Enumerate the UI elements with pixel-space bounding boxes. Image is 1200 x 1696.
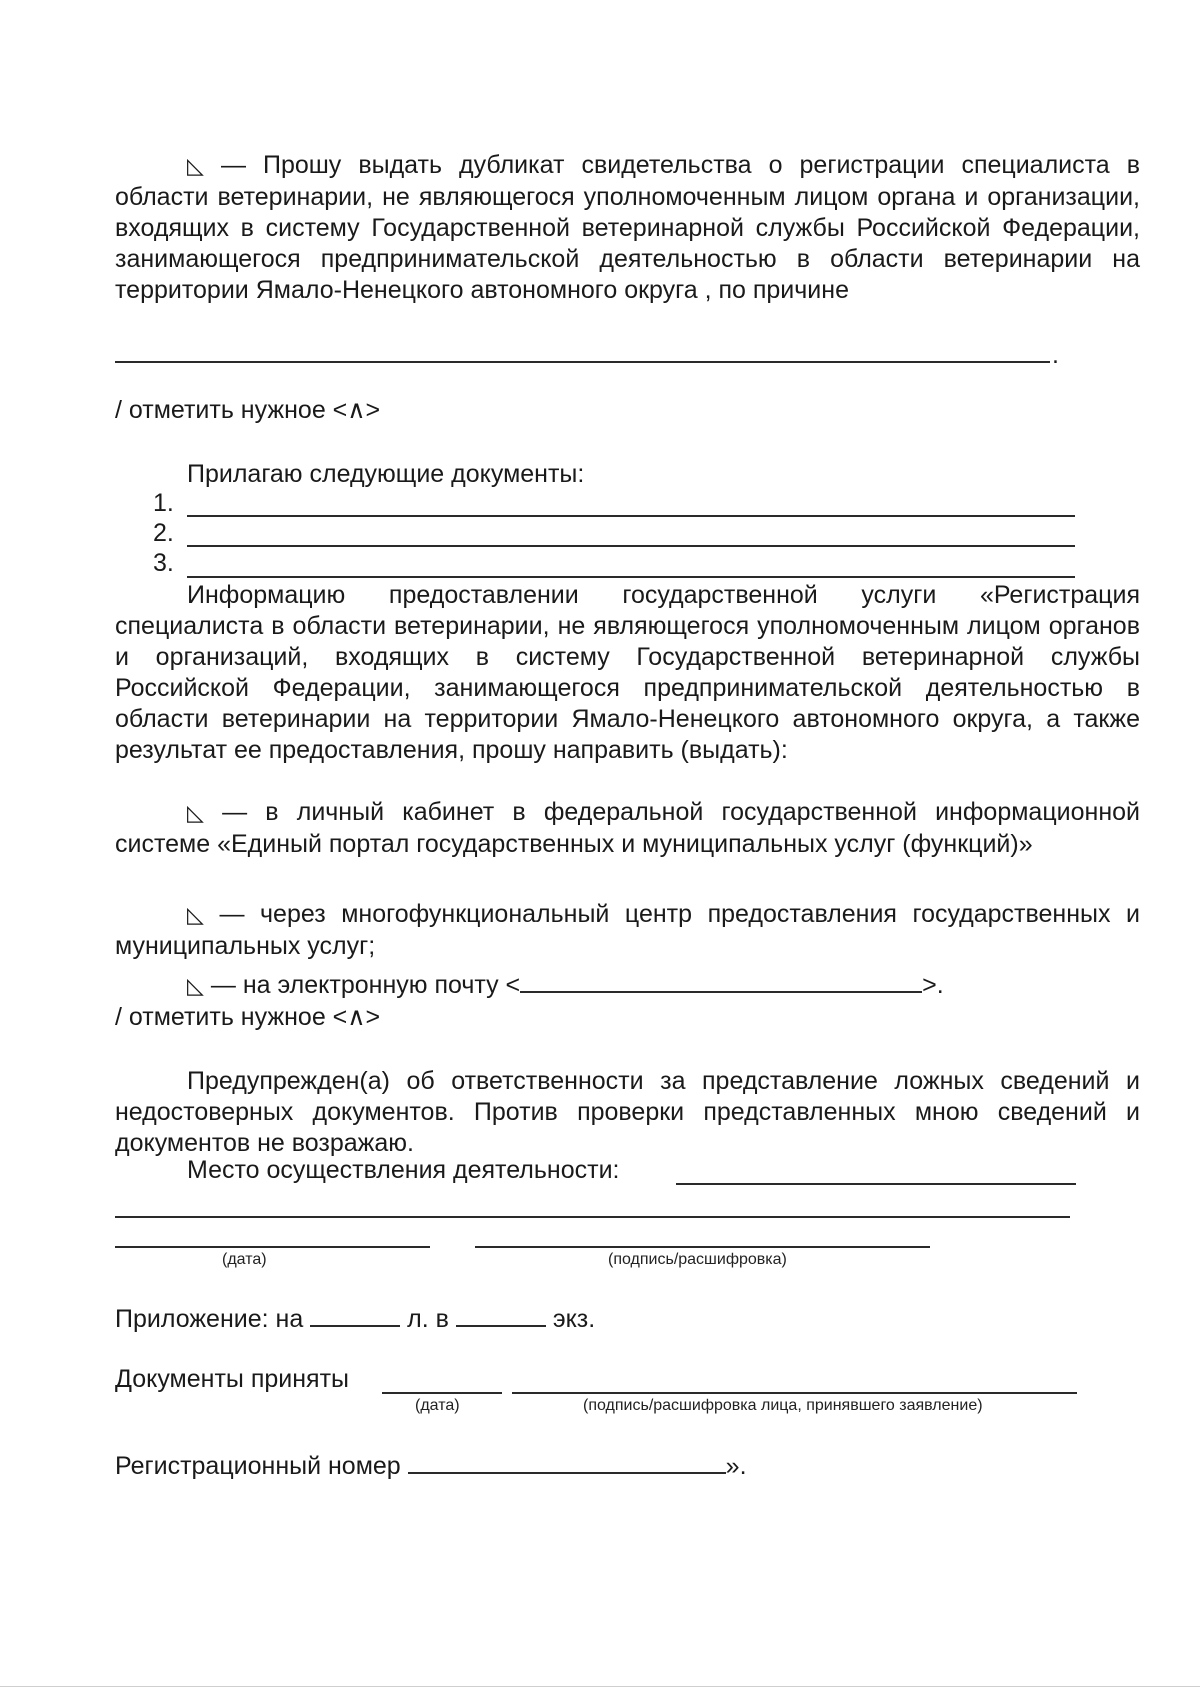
registration-label: Регистрационный номер [115,1452,401,1480]
delivery-option-email [187,969,944,1002]
attachment-number-2: 2. [153,519,174,547]
date-caption: (дата) [222,1251,267,1268]
delivery-option-mfc-text: — через многофункциональный центр предоставления государственных и муниципальных услуг; [115,900,1140,960]
attachment-number-1: 1. [153,489,174,517]
delivery-option-portal-text: — в личный кабинет в федеральной государственной информационной системе «Единый портал государственных и муниципальных услуг (функций)» [115,798,1140,858]
mark-note-1: / отметить нужное <∧> [115,396,381,424]
accepted-date-caption: (дата) [415,1397,460,1414]
scan-edge-divider [0,1686,1200,1687]
place-line-1[interactable] [676,1183,1076,1185]
delivery-option-email-prefix: — на электронную почту < [203,971,521,999]
checkbox-mark-icon[interactable]: ◺ [187,154,204,179]
appendix-middle: л. в [407,1305,449,1333]
attachments-heading: Прилагаю следующие документы: [187,460,585,488]
info-paragraph: Информацию предоставлении государственной услуги «Регистрация специалиста в области ветеринарии, не являющегося уполномоченным лицом органов и организаций, входящих в систему Государственной ветеринарной службы Российской Федерации, занимающегося предпринимательской деятельностью в области ветеринарии на территории Ямало-Ненецкого автономного округа, а также результат ее предоставления, прошу направить (выдать): [115,581,1140,764]
attachment-line-3[interactable] [187,576,1075,578]
reason-line-end: . [1052,341,1059,369]
reason-line[interactable] [115,361,1050,363]
attachment-number-3: 3. [153,549,174,577]
appendix-line [115,1303,595,1335]
registration-line [115,1450,747,1482]
signature-caption: (подпись/расшифровка) [608,1251,787,1268]
registration-suffix: ». [725,1452,747,1480]
appendix-suffix: экз. [552,1305,596,1333]
appendix-prefix: Приложение: на [115,1305,304,1333]
delivery-option-portal [115,797,1140,860]
warning-paragraph: Предупрежден(а) об ответственности за представление ложных сведений и недостоверных документов. Против проверки представленных мною сведений и документов не возражаю. [115,1067,1140,1157]
place-line-2[interactable] [115,1216,1070,1218]
attachment-line-1[interactable] [187,515,1075,517]
accepted-signature-caption: (подпись/расшифровка лица, принявшего заявление) [583,1397,983,1414]
accepted-date-line[interactable] [382,1392,502,1394]
accepted-label: Документы приняты [115,1365,349,1393]
delivery-option-email-suffix: >. [922,971,944,999]
email-input-line[interactable] [520,969,922,993]
signature-line[interactable] [475,1246,930,1248]
checkbox-mark-icon[interactable]: ◺ [187,801,204,826]
checkbox-mark-icon[interactable]: ◺ [187,974,204,999]
accepted-signature-line[interactable] [512,1392,1077,1394]
appendix-copies-field[interactable] [456,1303,546,1327]
place-label: Место осуществления деятельности: [187,1156,620,1184]
duplicate-request-text: — Прошу выдать дубликат свидетельства о регистрации специалиста в области ветеринарии, не являющегося уполномоченным лицом органа и организации, входящих в систему Государственной ветеринарной службы Российской Федерации, занимающегося предпринимательской деятельностью в области ветеринарии на территории Ямало-Ненецкого автономного округа , по причине [115,151,1140,304]
attachment-line-2[interactable] [187,545,1075,547]
registration-number-field[interactable] [408,1450,726,1474]
mark-note-2: / отметить нужное <∧> [115,1003,381,1031]
checkbox-mark-icon[interactable]: ◺ [187,903,204,928]
date-line[interactable] [115,1246,430,1248]
delivery-option-mfc [115,899,1140,962]
appendix-pages-field[interactable] [310,1303,400,1327]
duplicate-request-paragraph [115,150,1140,306]
